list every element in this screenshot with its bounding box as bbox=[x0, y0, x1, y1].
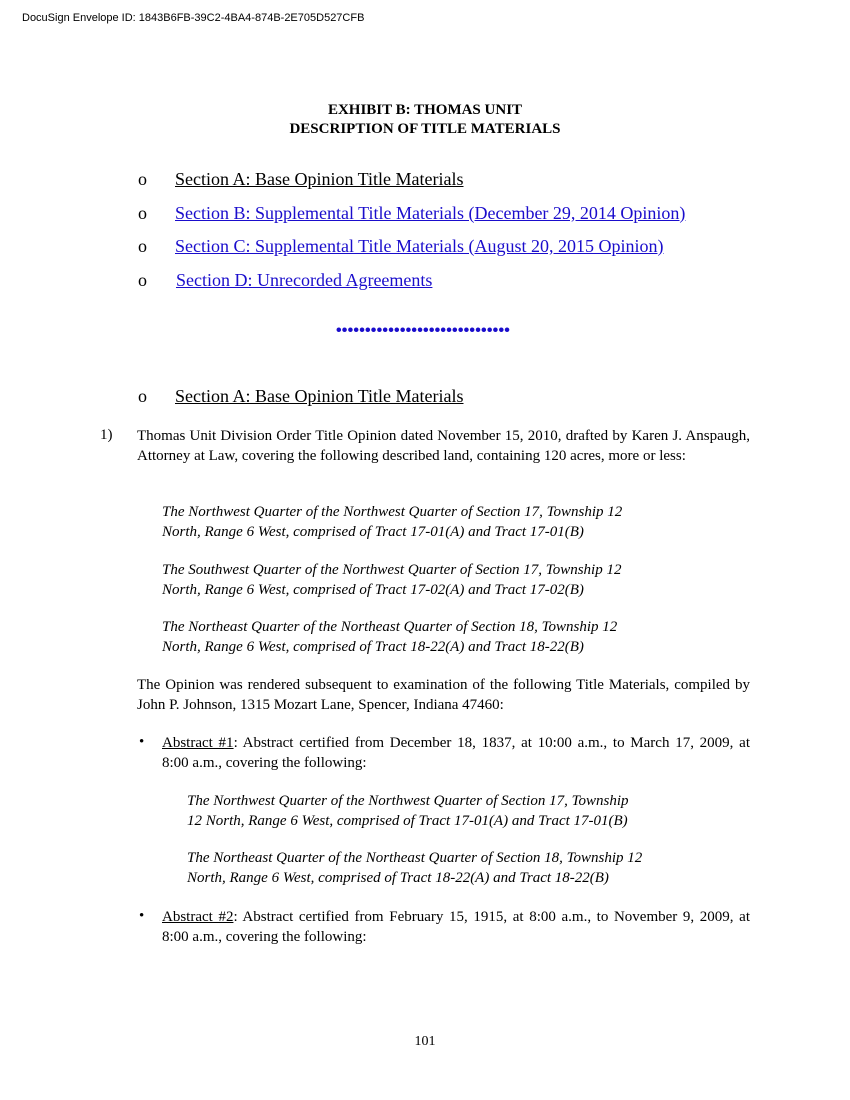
legal-description-line: The Northeast Quarter of the Northeast Quarter of Section 18, Township 12 bbox=[162, 619, 618, 635]
item-number: 1) bbox=[100, 427, 113, 443]
opinion-text: The Opinion was rendered subsequent to examination of the following Title Materials, compiled by John P. Johnson, 1315 Mozart Lane, Spencer, Indiana 47460: bbox=[137, 677, 750, 713]
legal-description-line: The Southwest Quarter of the Northwest Quarter of Section 17, Township 12 bbox=[162, 562, 622, 578]
abstract-2-body: : Abstract certified from February 15, 1915, at 8:00 a.m., to November 9, 2009, at 8:00 a.m., covering the following: bbox=[162, 909, 750, 945]
section-a-heading-label: Section A: Base Opinion Title Materials bbox=[175, 386, 464, 406]
toc-link-section-d[interactable]: Section D: Unrecorded Agreements bbox=[176, 270, 433, 290]
legal-description-line: The Northwest Quarter of the Northwest Quarter of Section 17, Township 12 bbox=[162, 504, 623, 520]
legal-description bbox=[187, 849, 642, 888]
legal-description-line: The Northwest Quarter of the Northwest Quarter of Section 17, Township bbox=[187, 793, 629, 809]
legal-description bbox=[162, 618, 617, 657]
abstract-1-label: Abstract #1 bbox=[162, 735, 234, 751]
dotted-separator: •••••••••••••••••••••••••••••• bbox=[336, 322, 511, 339]
toc-link-section-c[interactable]: Section C: Supplemental Title Materials (August 20, 2015 Opinion) bbox=[175, 236, 664, 256]
legal-description-line: North, Range 6 West, comprised of Tract 17-02(A) and Tract 17-02(B) bbox=[162, 581, 584, 598]
item1-text: Thomas Unit Division Order Title Opinion dated November 15, 2010, drafted by Karen J. Anspaugh, Attorney at Law, covering the following described land, containing 120 acres, more or less: bbox=[137, 428, 750, 464]
abstract-1-text bbox=[162, 734, 750, 773]
toc-bullet: o bbox=[138, 270, 147, 290]
legal-description-line: North, Range 6 West, comprised of Tract 17-01(A) and Tract 17-01(B) bbox=[162, 523, 584, 540]
toc-item-section-c[interactable] bbox=[138, 235, 663, 257]
toc-item-section-b[interactable] bbox=[138, 202, 685, 224]
abstract-2-text bbox=[162, 908, 750, 947]
section-a-heading bbox=[138, 385, 464, 407]
legal-description-line: The Northeast Quarter of the Northeast Quarter of Section 18, Township 12 bbox=[187, 850, 643, 866]
toc-link-section-b[interactable]: Section B: Supplemental Title Materials (December 29, 2014 Opinion) bbox=[175, 203, 686, 223]
exhibit-subtitle: DESCRIPTION OF TITLE MATERIALS bbox=[289, 121, 561, 137]
toc-bullet: o bbox=[138, 236, 147, 256]
toc-bullet: o bbox=[138, 169, 147, 189]
toc-item-section-a[interactable] bbox=[138, 168, 464, 190]
bullet: • bbox=[139, 734, 145, 750]
toc-bullet: o bbox=[138, 203, 147, 223]
legal-description bbox=[162, 561, 621, 600]
legal-description-line: 12 North, Range 6 West, comprised of Tract 17-01(A) and Tract 17-01(B) bbox=[187, 812, 628, 829]
legal-description bbox=[187, 792, 629, 831]
legal-description bbox=[162, 503, 622, 542]
abstract-2-label: Abstract #2 bbox=[162, 909, 234, 925]
docusign-envelope-id: DocuSign Envelope ID: 1843B6FB-39C2-4BA4-874B-2E705D527CFB bbox=[22, 12, 365, 24]
section-bullet: o bbox=[138, 386, 147, 406]
abstract-1-body: : Abstract certified from December 18, 1837, at 10:00 a.m., to March 17, 2009, at 8:00 a.m., covering the following: bbox=[162, 735, 750, 771]
page-number: 101 bbox=[414, 1034, 436, 1049]
exhibit-title: EXHIBIT B: THOMAS UNIT bbox=[327, 102, 523, 118]
legal-description-line: North, Range 6 West, comprised of Tract 18-22(A) and Tract 18-22(B) bbox=[162, 638, 584, 655]
legal-description-line: North, Range 6 West, comprised of Tract 18-22(A) and Tract 18-22(B) bbox=[187, 869, 609, 886]
bullet: • bbox=[139, 908, 145, 924]
toc-link-section-a[interactable]: Section A: Base Opinion Title Materials bbox=[175, 169, 464, 189]
toc-item-section-d[interactable] bbox=[138, 269, 432, 291]
